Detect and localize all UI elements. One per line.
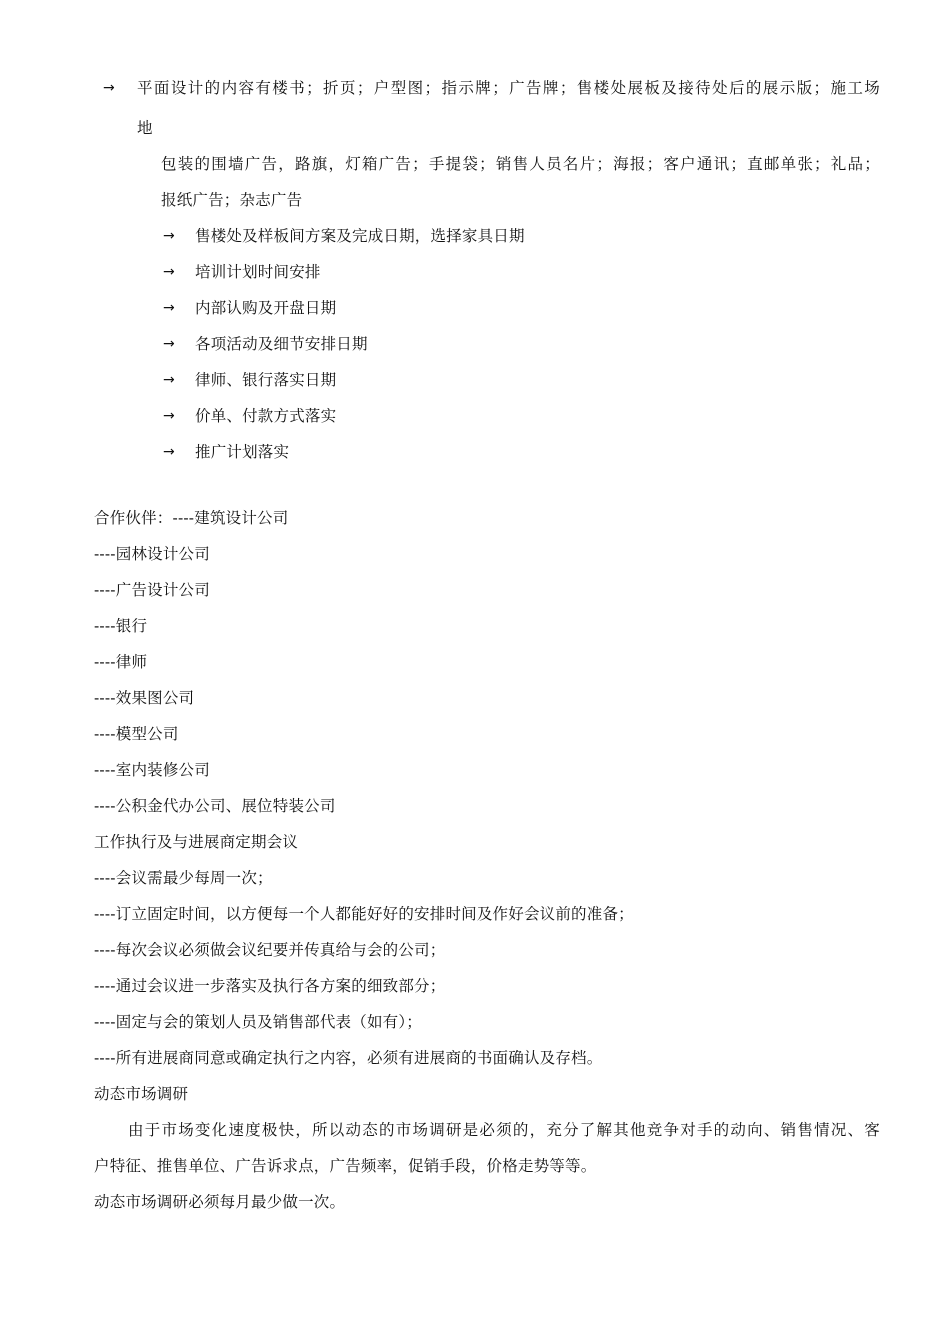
- partner-item: ----律师: [94, 653, 148, 671]
- arrow-bullet-icon: →: [163, 444, 175, 460]
- schedule-item: 律师、银行落实日期: [195, 371, 337, 389]
- partner-item: ----室内装修公司: [94, 761, 210, 779]
- intro-line-4: 报纸广告；杂志广告: [161, 191, 303, 209]
- arrow-bullet-icon: →: [163, 264, 175, 280]
- meeting-rule: ----所有进展商同意或确定执行之内容，必须有进展商的书面确认及存档。: [94, 1049, 603, 1067]
- partners-heading: 合作伙伴：----建筑设计公司: [94, 509, 289, 527]
- research-closing: 动态市场调研必须每月最少做一次。: [94, 1193, 346, 1211]
- schedule-item: 推广计划落实: [195, 443, 290, 461]
- partner-item: ----银行: [94, 617, 148, 635]
- arrow-bullet-icon: →: [163, 300, 175, 316]
- intro-line-2: 地: [137, 119, 153, 137]
- partner-item: ----公积金代办公司、展位特装公司: [94, 797, 336, 815]
- meeting-rule: ----固定与会的策划人员及销售部代表（如有）；: [94, 1013, 423, 1031]
- partner-item: ----效果图公司: [94, 689, 195, 707]
- arrow-bullet-icon: →: [103, 80, 115, 96]
- partner-item: ----广告设计公司: [94, 581, 210, 599]
- schedule-item: 内部认购及开盘日期: [195, 299, 337, 317]
- meeting-rule: ----订立固定时间，以方便每一个人都能好好的安排时间及作好会议前的准备；: [94, 905, 634, 923]
- arrow-bullet-icon: →: [163, 372, 175, 388]
- research-heading: 动态市场调研: [94, 1085, 189, 1103]
- schedule-item: 售楼处及样板间方案及完成日期，选择家具日期: [195, 227, 525, 245]
- arrow-bullet-icon: →: [163, 408, 175, 424]
- schedule-item: 价单、付款方式落实: [195, 407, 337, 425]
- meeting-rule: ----会议需最少每周一次；: [94, 869, 273, 887]
- schedule-item: 培训计划时间安排: [195, 263, 321, 281]
- partner-item: ----模型公司: [94, 725, 179, 743]
- arrow-bullet-icon: →: [163, 336, 175, 352]
- meetings-heading: 工作执行及与进展商定期会议: [94, 833, 299, 851]
- schedule-item: 各项活动及细节安排日期: [195, 335, 368, 353]
- partner-item: ----园林设计公司: [94, 545, 210, 563]
- arrow-bullet-icon: →: [163, 228, 175, 244]
- intro-line-1: 平面设计的内容有楼书；折页；户型图；指示牌；广告牌；售楼处展板及接待处后的展示版；施工场: [137, 79, 880, 97]
- intro-line-3: 包装的围墙广告，路旗，灯箱广告；手提袋；销售人员名片；海报；客户通讯；直邮单张；礼品；: [161, 155, 880, 173]
- research-paragraph-line-2: 户特征、推售单位、广告诉求点，广告频率，促销手段，价格走势等等。: [94, 1157, 597, 1175]
- meeting-rule: ----通过会议进一步落实及执行各方案的细致部分；: [94, 977, 446, 995]
- research-paragraph-line-1: 由于市场变化速度极快，所以动态的市场调研是必须的，充分了解其他竞争对手的动向、销售情况、客: [128, 1121, 880, 1139]
- meeting-rule: ----每次会议必须做会议纪要并传真给与会的公司；: [94, 941, 446, 959]
